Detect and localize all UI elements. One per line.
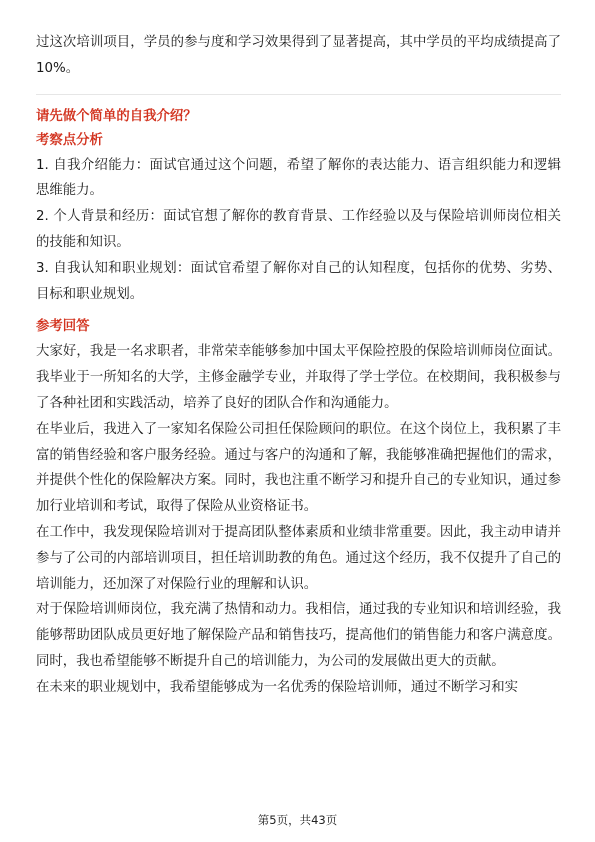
- section-divider: [36, 94, 561, 95]
- question-heading: 请先做个简单的自我介绍？: [36, 108, 197, 124]
- analysis-title: 考察点分析: [36, 132, 103, 148]
- analysis-item-1: 1. 自我介绍能力：面试官通过这个问题，希望了解你的表达能力、语言组织能力和逻辑思维能力。: [36, 157, 561, 199]
- answer-title: 参考回答: [36, 319, 90, 335]
- answer-paragraph-2: 在毕业后，我进入了一家知名保险公司担任保险顾问的职位。在这个岗位上，我积累了丰富的销售经验和客户服务经验。通过与客户的沟通和了解，我能够准确把握他们的需求，并提供个性化的保险解决方案。同时，我也注重不断学习和提升自己的专业知识，通过参加行业培训和考试，取得了保险从业资格证书。: [36, 421, 561, 515]
- analysis-item-2: 2. 个人背景和经历：面试官想了解你的教育背景、工作经验以及与保险培训师岗位相关的技能和知识。: [36, 209, 561, 250]
- page-footer: 第5页，共43页: [257, 813, 338, 827]
- intro-tail-paragraph: 过这次培训项目，学员的参与度和学习效果得到了显著提高，其中学员的平均成绩提高了10%。: [36, 35, 561, 76]
- answer-paragraph-3: 在工作中，我发现保险培训对于提高团队整体素质和业绩非常重要。因此，我主动申请并参与了公司的内部培训项目，担任培训助教的角色。通过这个经历，我不仅提升了自己的培训能力，还加深了对保险行业的理解和认识。: [36, 524, 561, 592]
- answer-paragraph-4: 对于保险培训师岗位，我充满了热情和动力。我相信，通过我的专业知识和培训经验，我能够帮助团队成员更好地了解保险产品和销售技巧，提高他们的销售能力和客户满意度。同时，我也希望能够不断提升自己的培训能力，为公司的发展做出更大的贡献。: [36, 602, 561, 669]
- spacer: [36, 307, 561, 315]
- answer-paragraph-5: 在未来的职业规划中，我希望能够成为一名优秀的保险培训师，通过不断学习和实: [36, 679, 519, 695]
- page-content: [36, 30, 561, 701]
- answer-paragraph-1: 大家好，我是一名求职者，非常荣幸能够参加中国太平保险控股的保险培训师岗位面试。我毕业于一所知名的大学，主修金融学专业，并取得了学士学位。在校期间，我积极参与了各种社团和实践活动，培养了良好的团队合作和沟通能力。: [36, 344, 561, 411]
- analysis-item-3: 3. 自我认知和职业规划：面试官希望了解你对自己的认知程度，包括你的优势、劣势、目标和职业规划。: [36, 260, 561, 302]
